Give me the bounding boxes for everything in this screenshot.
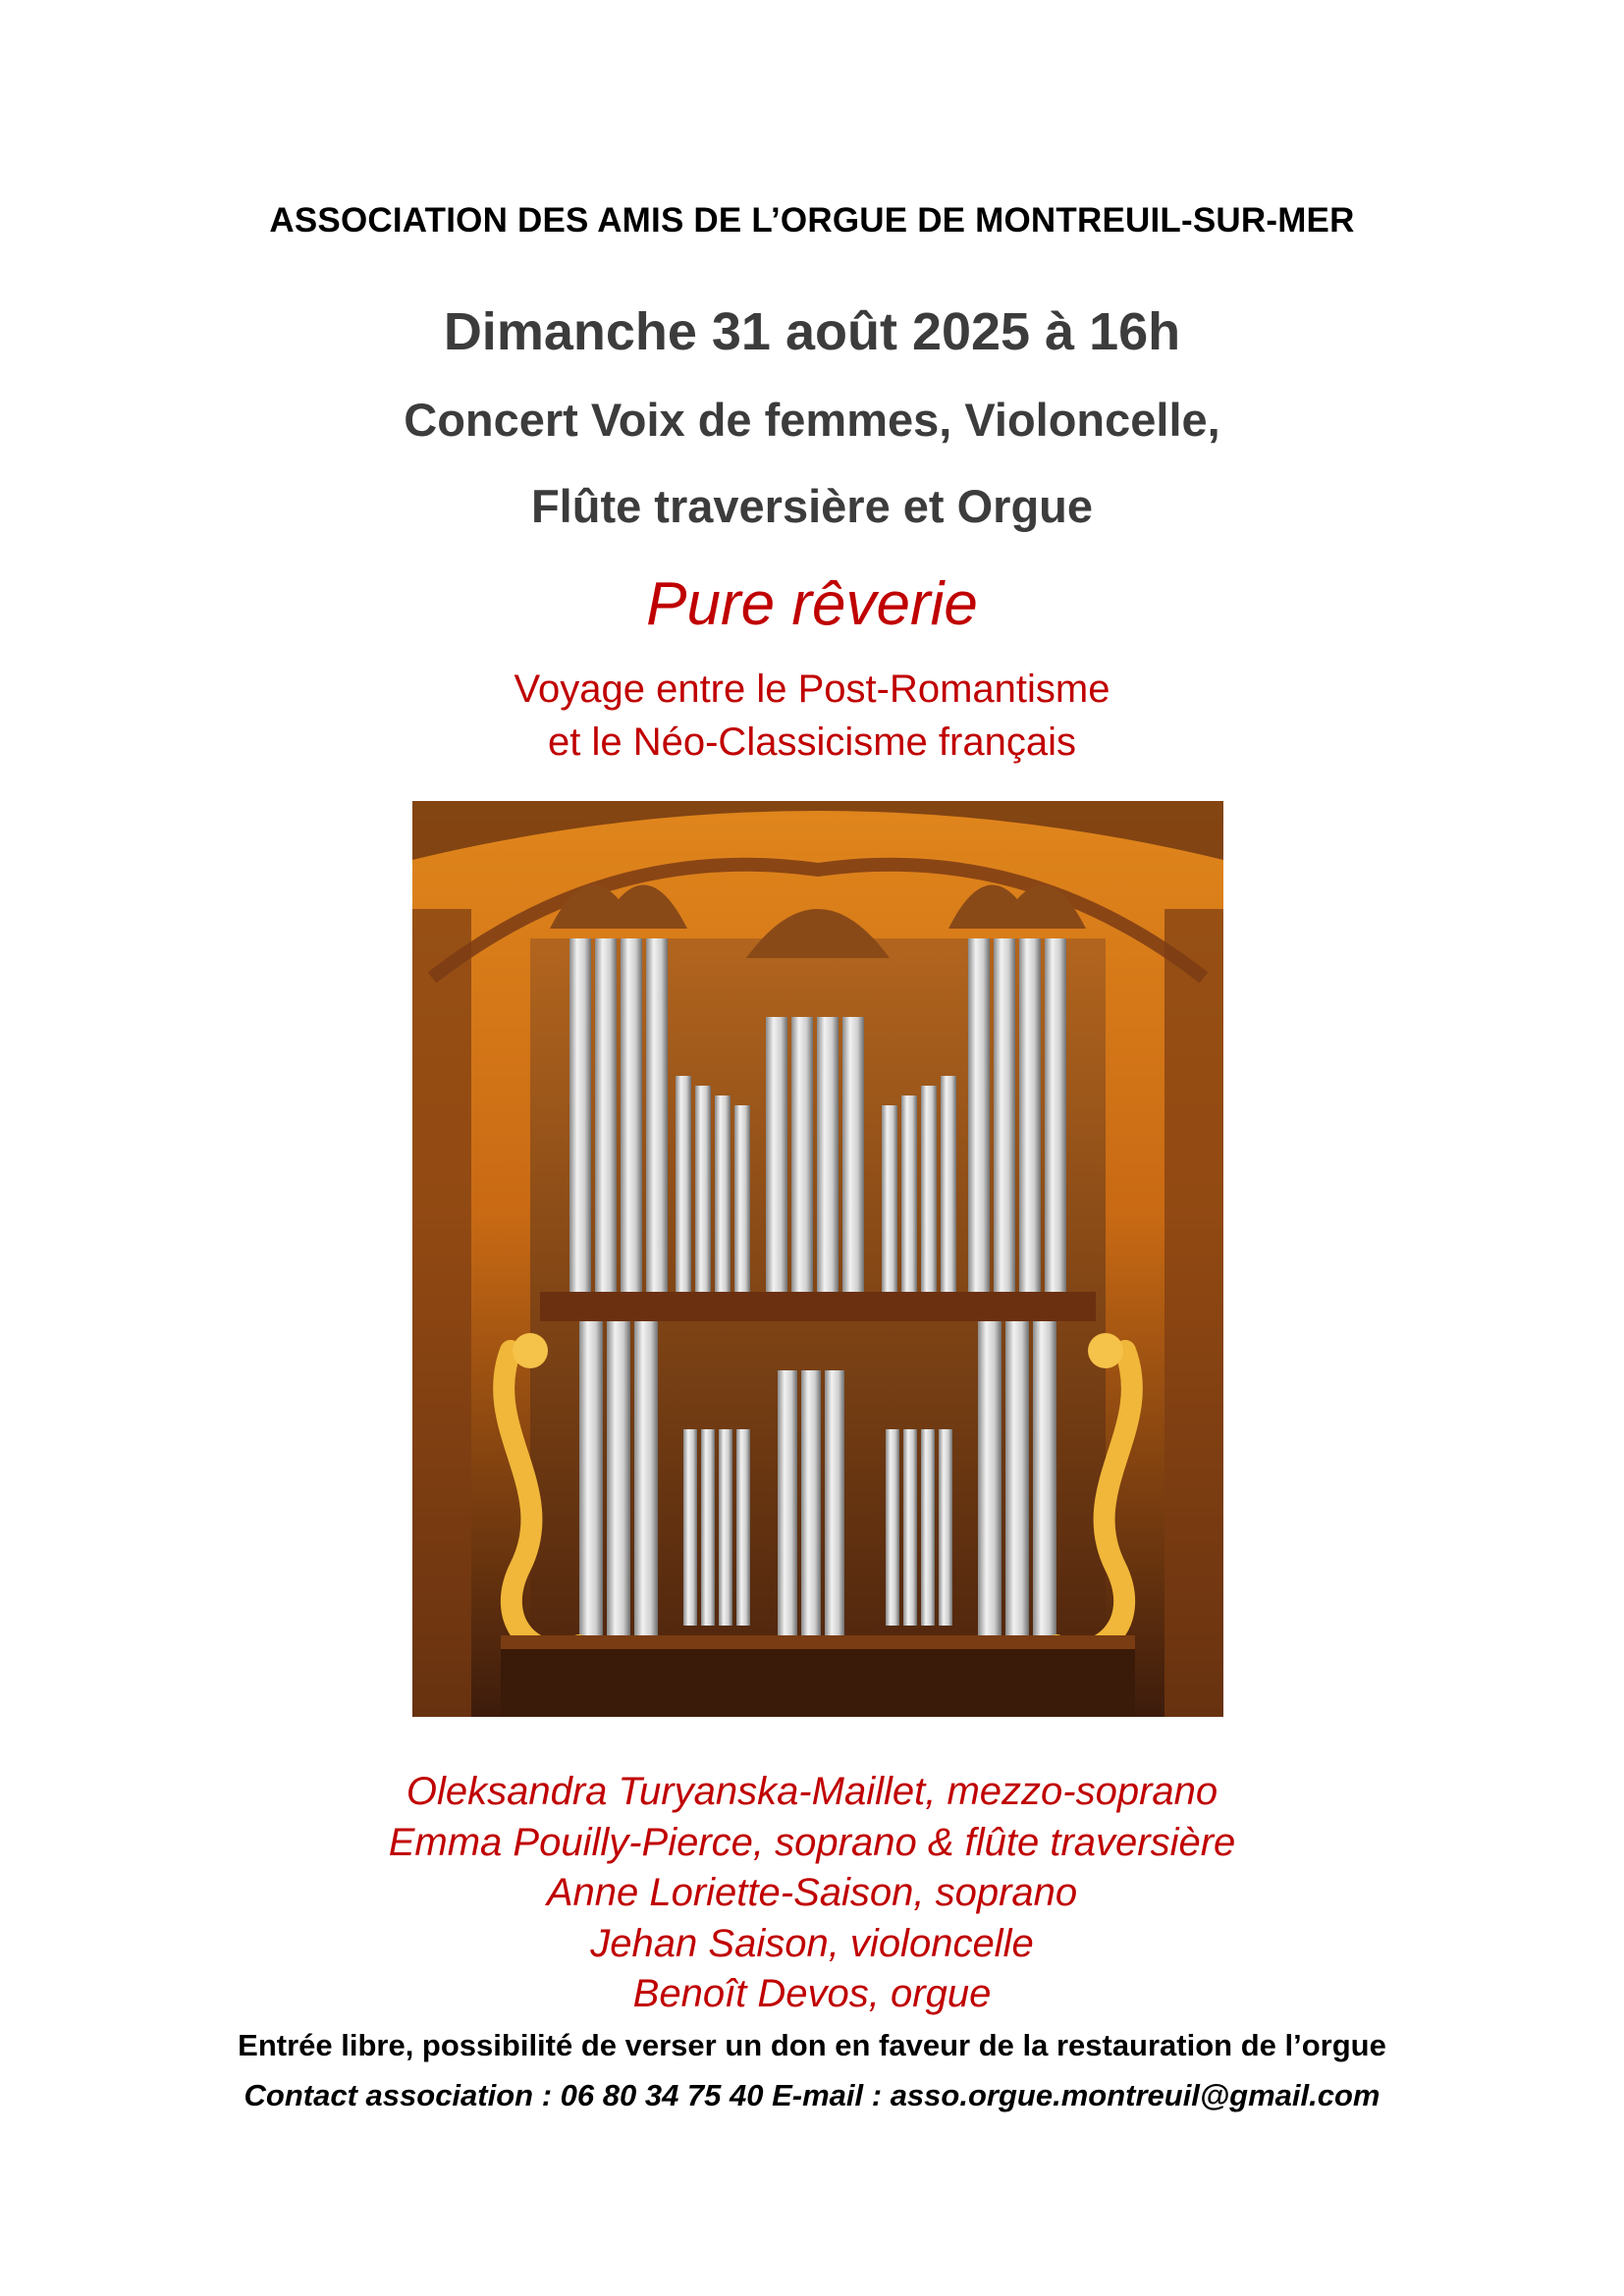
- concert-subtitle-line-2: et le Néo-Classicisme français: [548, 721, 1076, 764]
- concert-description-line-2: Flûte traversière et Orgue: [530, 480, 1094, 532]
- concert-title: Pure rêverie: [646, 570, 978, 638]
- performer-5: Benoît Devos, orgue: [632, 1972, 992, 2015]
- performers-list: [0, 1767, 1624, 2020]
- event-date: Dimanche 31 août 2025 à 16h: [443, 302, 1181, 361]
- performer-3: Anne Loriette-Saison, soprano: [546, 1871, 1078, 1914]
- concert-subtitle-line-1: Voyage entre le Post-Romantisme: [514, 667, 1110, 711]
- performer-4: Jehan Saison, violoncelle: [590, 1921, 1034, 1965]
- concert-description-line-1: Concert Voix de femmes, Violoncelle,: [404, 394, 1220, 446]
- association-name: ASSOCIATION DES AMIS DE L’ORGUE DE MONTREUIL-SUR-MER: [269, 201, 1355, 240]
- entry-info: Entrée libre, possibilité de verser un don en faveur de la restauration de l’orgue: [238, 2028, 1386, 2062]
- performer-2: Emma Pouilly-Pierce, soprano & flûte traversière: [388, 1820, 1236, 1864]
- organ-illustration: [412, 801, 1223, 1717]
- performer-1: Oleksandra Turyanska-Maillet, mezzo-soprano: [406, 1770, 1218, 1813]
- contact-info: Contact association : 06 80 34 75 40 E-mail : asso.orgue.montreuil@gmail.com: [244, 2078, 1380, 2112]
